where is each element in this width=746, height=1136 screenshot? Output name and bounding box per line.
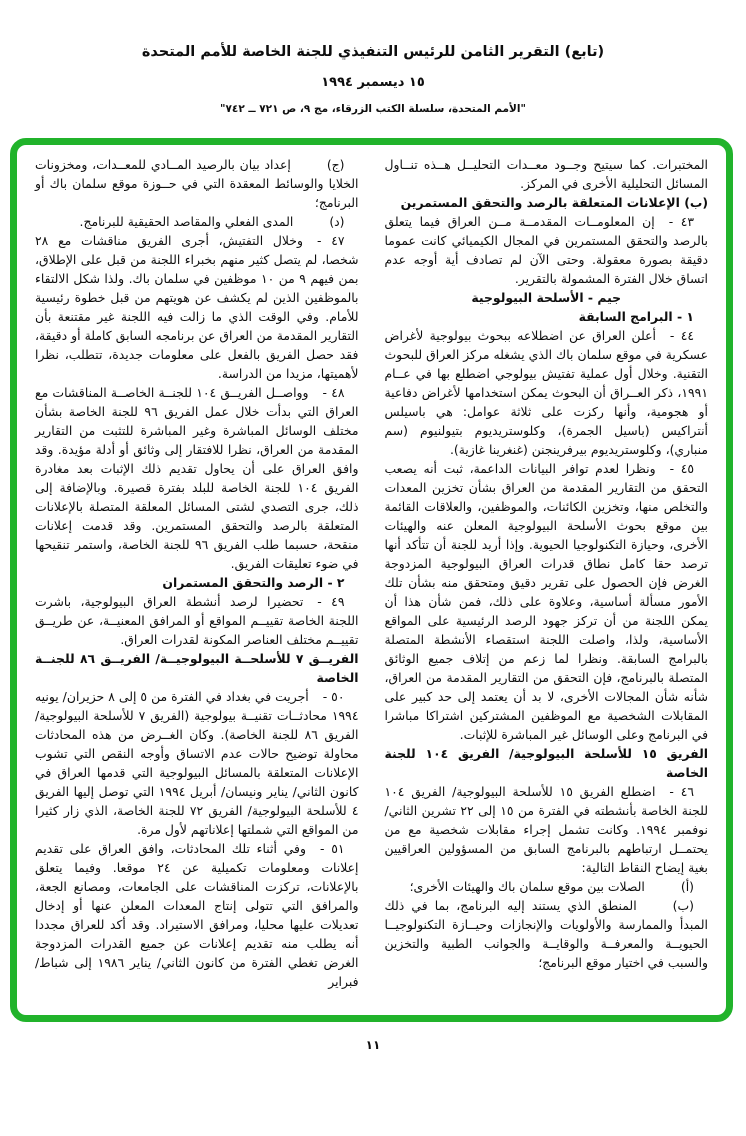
paragraph-continuation: المختبرات. كما سيتيح وجــود معــدات التحليــل هــذه تنــاول المسائل التحليلية الأخرى في المركز. bbox=[384, 157, 708, 191]
list-item-b-text: المنطق الذي يستند إليه البرنامج، بما في ذلك المبدأ والممارسة والأولويات والإنجازات وحيــازة التكنولوجيــا الحيويــة والمعرفــة والوقايــة والجوانب الطبية والتخزين والسبب في اختيار موقع البرنامج؛ bbox=[384, 898, 708, 970]
paragraph-46-text: اضطلع الفريق ١٥ للأسلحة البيولوجية/ الفريق ١٠٤ للجنة الخاصة بأنشطته في الفترة من ١٥ إلى ٢٢ تشرين الثاني/ نوفمبر ١٩٩٤. وكانت تشمل إجراء مقابلات شخصية مع من يحتمــل ارتباطهم بالبرنامج السابق من المسؤولين العراقيين بغية إيضاح النقاط التالية: bbox=[384, 784, 708, 875]
paragraph-48-text: وواصــل الفريــق ١٠٤ للجنــة الخاصــة المناقشات مع العراق التي بدأت خلال عمل الفريق ٩٦ للجنة الخاصة بشأن مختلف الوسائل المباشرة وغير المباشرة للتثبت من التقارير المقدمة من العراق، نظرا للافتقار إلى وثائق أو أدلة مؤيدة. وقد وافق العراق على أن يحاول تقديم ذلك الإثبات بعد مغادرة الفريق ١٠٤ للجنة الخاصة للبلد بفترة قصيرة. وبالإضافة إلى ذلك، جرى التصدي لشتى المسائل المعلقة المتصلة بالإعلانات المتعلقة بالرصد والتحقق المستمرين. وقد قدمت إعلانات منقحة، حسبما طلب الفريق ٩٦ للجنة الخاصة، واستمر تنقيحها في ضوء تعليقات الفريق. bbox=[35, 385, 359, 571]
list-item-j-text: إعداد بيان بالرصيد المــادي للمعــدات، ومخزونات الخلايا والوسائط المعقدة التي في حــوزة موقع سلمان باك أو البرنامج؛ bbox=[35, 157, 359, 210]
paragraph-44-text: أعلن العراق عن اضطلاعه ببحوث بيولوجية لأغراض عسكرية في موقع سلمان باك الذي يشغله مركز العراق للبحوث التقنية. وخلال أول عملية تفتيش بيولوجي اضطلع بها في عــام ١٩٩١، ذكر العــراق أن البحوث يمكن استخدامها لأغراض دفاعية أو هجومية، وأنها ركزت على ثلاثة عوامل: هي باسيلس أنتراكيس (باسيل الجمرة)، وكلوستريديوم بتيولنيوم (سم منباري)، وكلوستريديوم بيرفرينجنن (غنغرينا غازية). bbox=[384, 328, 708, 457]
paragraph-46 bbox=[385, 782, 709, 877]
paragraph-49 bbox=[35, 592, 359, 649]
list-item-d-marker: (د) bbox=[329, 214, 345, 229]
subheading-ongoing-monitoring: ٢ - الرصد والتحقق المستمران bbox=[162, 575, 345, 590]
paragraph-45-text: ونظرا لعدم توافر البيانات الداعمة، ثبت أنه يصعب التحقق من التقارير المقدمة من العراق بشأن تخزين المعدات والتخلص منها، وتخزين الكائنات، والموظفين، والعلاقات القائمة بين موقع بحوث الأسلحة البيولوجية المعلن عنه والهيئات الأخرى، وحيازة التكنولوجيا الحيوية. وإذا أريد للجنة أن تتأكد أنها ترصد حقا كامل نطاق قدرات العراق البيولوجية المزدوجة الغرض فإن الحصول على تقرير دقيق ومتحقق منه بشأن تلك الأمور مسألة أساسية، وعلاوة على ذلك، فمن شأن هذا أن يمكن اللجنة من أن تركز جهود الرصد الرئيسية على المواقع الأساسية، ولذا، واصلت اللجنة استقصاء الأنشطة المتصلة بالبرامج السابقة. ونظرا لما زعم من إتلاف جميع الوثائق المتصلة بالبرنامج، فإن التحقق من التقارير المقدمة من العراق، شأنه شأن المجالات الأخرى، لا بد أن يعتمد إلى حد كبير على المقابلات الشخصية مع الموظفين المشتركين اشتراكا مباشرا في البرنامج وعلى الوسائل غير المباشرة للإثبات. bbox=[384, 461, 708, 742]
paragraph-47-text: وخلال التفتيش، أجرى الفريق مناقشات مع ٢٨ شخصا، لم يتصل كثير منهم بخبراء اللجنة من قبل على الإطلاق، بمن فيهم ٩ من ١٠ موظفين في سلمان باك. ولذا شكل الالتقاء بالموظفين الذين لم يكشف عن هويتهم من قبل خطوة رئيسية للأمام. وفي الوقت الذي ما زالت فيه اللجنة غير مقتنعة بأن التقارير المقدمة من العراق عن برنامجه السابق كاملة أو دقيقة، فقد حصل الفريق بالفعل على معلومات جديدة، تتطلب، نظرا لأهميتها، مزيدا من الدراسة. bbox=[35, 233, 359, 381]
list-item-b bbox=[385, 896, 709, 972]
paragraph-50 bbox=[35, 687, 359, 839]
paragraph-49-number: ٤٩ - bbox=[317, 594, 345, 609]
list-item-d-text: المدى الفعلي والمقاصد الحقيقية للبرنامج. bbox=[79, 214, 294, 229]
paragraph-50-number: ٥٠ - bbox=[322, 689, 345, 704]
paragraph-44-number: ٤٤ - bbox=[669, 328, 694, 343]
paragraph-43-text: إن المعلومــات المقدمــة مــن العراق فيما يتعلق بالرصد والتحقق المستمرين في المجال الكيميائي كانت عموما دقيقة بصورة معقولة. وحتى الآن لم تصادف أية أوجه عدم اتساق خلال الفترة المشمولة بالتقرير. bbox=[384, 214, 708, 286]
paragraph-47-number: ٤٧ - bbox=[316, 233, 345, 248]
paragraph-51 bbox=[35, 839, 359, 991]
report-date: ١٥ ديسمبر ١٩٩٤ bbox=[321, 75, 425, 90]
paragraph-45 bbox=[385, 459, 709, 744]
paragraph-47 bbox=[35, 231, 359, 383]
paragraph-43 bbox=[385, 212, 709, 288]
list-item-j-marker: (ج) bbox=[326, 157, 345, 172]
list-item-b-marker: (ب) bbox=[672, 898, 694, 913]
list-item-a-marker: (أ) bbox=[680, 879, 694, 894]
paragraph-49-text: تحضيرا لرصد أنشطة العراق البيولوجية، باشرت اللجنة الخاصة تقييــم المواقع أو المرافق المعنيــة، عن طريــق تقييــم مختلف العناصر المكونة لقدرات العراق. bbox=[35, 594, 359, 647]
paragraph-50-text: أجريت في بغداد في الفترة من ٥ إلى ٨ حزيران/ يونيه ١٩٩٤ محادثــات تقنيــة بيولوجية (الفريق ٧ للأسلحة البيولوجية/ الفريق ٨٦ للجنة الخاصة). وكان الغــرض من هذه المحادثات محاولة توضيح حالات عدم الاتساق وأوجه النقص التي تشوب الإعلانات المتعلقة بالمسائل البيولوجية التي قدمها العراق في كانون الثاني/ يناير ونيسان/ أبريل ١٩٩٤ التي توصل إليها الفريق ٤ للأسلحة البيولوجية/ الفريق ٧٢ للجنة الخاصة، الذي زار كثيرا من المواقع التي شملتها إعلاناتهم لأول مرة. bbox=[35, 689, 359, 837]
list-item-a-text: الصلات بين موقع سلمان باك والهيئات الأخرى؛ bbox=[409, 879, 645, 894]
paragraph-51-text: وفي أثناء تلك المحادثات، وافق العراق على تقديم إعلانات ومعلومات تكميلية عن ٢٤ موقعا. وفيما يتعلق بالإعلانات، تركزت المناقشات على الجامعات، ومصانع الجعة، والمرافق التي تتولى إنتاج المعدات المعلن عنها أو إدخال تعديلات عليها محليا، ومرافق الاستيراد. وقد أكد للعراق مجددا أنه يطلب منه تقديم إعلانات عن جميع القدرات المزدوجة الغرض تغطي الفترة من كانون الثاني/ يناير ١٩٨٦ إلى شباط/ فبراير bbox=[35, 841, 359, 989]
page-number: ١١ bbox=[365, 1038, 381, 1052]
column-right bbox=[385, 155, 709, 1007]
document-header bbox=[0, 0, 746, 115]
heading-declarations-monitoring: (ب) الإعلانات المتعلقة بالرصد والتحقق المستمرين bbox=[400, 195, 708, 210]
heading-bw7-team86: الفريــق ٧ للأسلحــة البيولوجيــة/ الفريــق ٨٦ للجنــة الخاصة bbox=[35, 651, 359, 685]
paragraph-45-number: ٤٥ - bbox=[669, 461, 694, 476]
report-title: (تابع) التقرير الثامن للرئيس التنفيذي للجنة الخاصة للأمم المتحدة bbox=[141, 44, 605, 60]
paragraph-51-number: ٥١ - bbox=[319, 841, 345, 856]
paragraph-48-number: ٤٨ - bbox=[322, 385, 345, 400]
list-item-a bbox=[385, 877, 709, 896]
paragraph-43-number: ٤٣ - bbox=[668, 214, 694, 229]
subheading-previous-programmes: ١ - البرامج السابقة bbox=[578, 309, 694, 324]
paragraph-44 bbox=[385, 326, 709, 459]
section-heading-biological-weapons: جيم - الأسلحة البيولوجية bbox=[471, 290, 622, 305]
paragraph-46-number: ٤٦ - bbox=[669, 784, 694, 799]
heading-bw15-team104: الفريق ١٥ للأسلحة البيولوجية/ الفريق ١٠٤ للجنة الخاصة bbox=[384, 746, 708, 780]
column-left bbox=[35, 155, 359, 1007]
list-item-j bbox=[35, 155, 359, 212]
citation-line: "الأمم المتحدة، سلسلة الكتب الزرقاء، مج ٩، ص ٧٢١ ــ ٧٤٢" bbox=[220, 103, 526, 115]
green-border-content-box bbox=[10, 138, 733, 1022]
paragraph-48 bbox=[35, 383, 359, 573]
list-item-d bbox=[35, 212, 359, 231]
